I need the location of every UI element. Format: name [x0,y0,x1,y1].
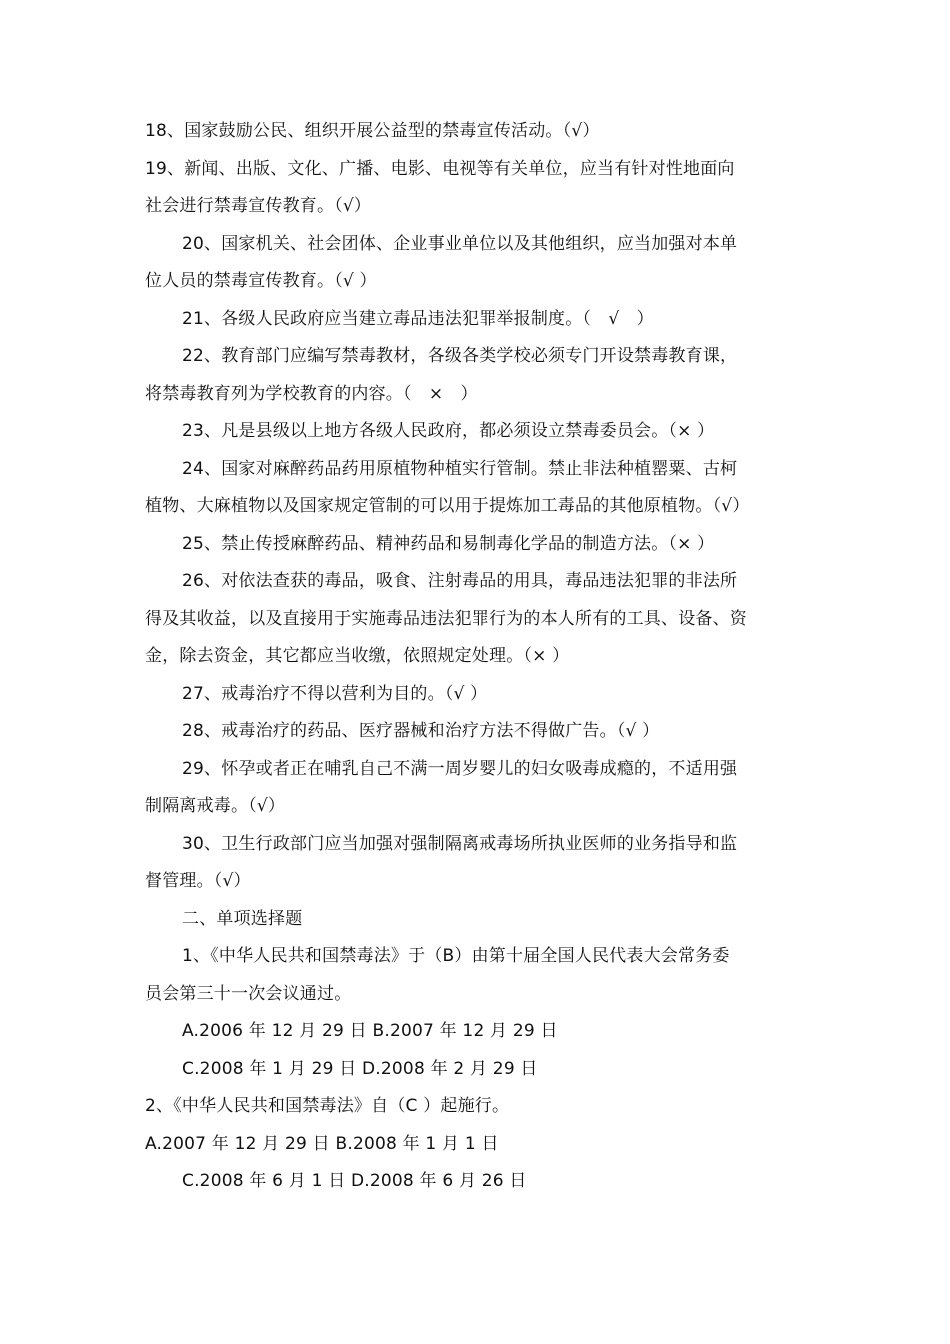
text-line: 1、《中华人民共和国禁毒法》于（B）由第十届全国人民代表大会常务委 [182,946,730,966]
text-line: 29、怀孕或者正在哺乳自己不满一周岁婴儿的妇女吸毒成瘾的，不适用强 [182,758,738,779]
text-line: 30、卫生行政部门应当加强对强制隔离戒毒场所执业医师的业务指导和监 [182,833,738,854]
text-line: 22、教育部门应编写禁毒教材，各级各类学校必须专门开设禁毒教育课， [182,346,738,366]
text-line: 20、国家机关、社会团体、企业事业单位以及其他组织，应当加强对本单 [182,233,738,254]
text-line: 27、戒毒治疗不得以营利为目的。（√ ） [182,683,488,704]
text-line: 二、单项选择题 [182,908,303,929]
text-line: 24、国家对麻醉药品药用原植物种植实行管制。禁止非法种植罂粟、古柯 [182,458,738,479]
text-line: A.2007 年 12 月 29 日 B.2008 年 1 月 1 日 [145,1133,499,1154]
text-line: C.2008 年 6 月 1 日 D.2008 年 6 月 26 日 [182,1171,527,1191]
text-line: 2、《中华人民共和国禁毒法》自（C ）起施行。 [145,1096,510,1116]
text-line: 26、对依法查获的毒品，吸食、注射毒品的用具，毒品违法犯罪的非法所 [182,571,738,591]
text-line: 督管理。（√） [145,871,251,891]
text-line: 社会进行禁毒宣传教育。（√） [145,196,372,216]
document-body [145,113,813,1201]
text-line: 得及其收益，以及直接用于实施毒品违法犯罪行为的本人所有的工具、设备、资 [145,608,747,629]
text-line: 金，除去资金，其它都应当收缴，依照规定处理。（× ） [145,646,570,666]
text-line: C.2008 年 1 月 29 日 D.2008 年 2 月 29 日 [182,1058,538,1079]
text-line: A.2006 年 12 月 29 日 B.2007 年 12 月 29 日 [182,1021,558,1041]
text-line: 将禁毒教育列为学校教育的内容。（ × ） [145,383,478,404]
text-line: 18、国家鼓励公民、组织开展公益型的禁毒宣传活动。（√） [145,121,600,141]
text-line: 植物、大麻植物以及国家规定管制的可以用于提炼加工毒品的其他原植物。（√） [145,496,750,516]
text-line: 28、戒毒治疗的药品、医疗器械和治疗方法不得做广告。（√ ） [182,721,660,741]
text-line: 25、禁止传授麻醉药品、精神药品和易制毒化学品的制造方法。（× ） [182,533,715,554]
text-line: 制隔离戒毒。（√） [145,796,286,816]
text-line: 员会第三十一次会议通过。 [145,983,352,1004]
text-line: 19、新闻、出版、文化、广播、电影、电视等有关单位，应当有针对性地面向 [145,158,735,179]
text-line: 21、各级人民政府应当建立毒品违法犯罪举报制度。（ √ ） [182,308,654,329]
text-line: 23、凡是县级以上地方各级人民政府，都必须设立禁毒委员会。（× ） [182,421,715,441]
text-line: 位人员的禁毒宣传教育。（√ ） [145,271,377,291]
